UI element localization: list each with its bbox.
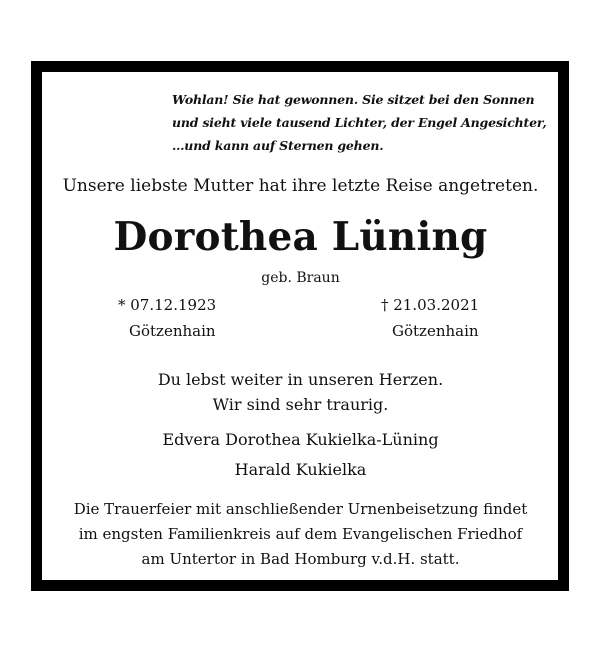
funeral-notice-line-2: im engsten Familienkreis auf dem Evangelischen Friedhof	[78, 525, 523, 543]
birth-name: geb. Braun	[261, 270, 340, 286]
funeral-notice-line-1: Die Trauerfeier mit anschließender Urnenbeisetzung findet	[73, 500, 528, 518]
mourner-1: Edvera Dorothea Kukielka-Lüning	[162, 430, 439, 449]
motto-line-1: Du lebst weiter in unseren Herzen.	[157, 370, 444, 389]
motto-line-2: Wir sind sehr traurig.	[212, 395, 389, 414]
poem-line-3: …und kann auf Sternen gehen.	[172, 138, 384, 153]
funeral-notice-line-3: am Untertor in Bad Homburg v.d.H. statt.	[141, 550, 460, 568]
death-place: Götzenhain	[392, 322, 479, 340]
deceased-name: Dorothea Lüning	[113, 214, 488, 260]
intro-text: Unsere liebste Mutter hat ihre letzte Reise angetreten.	[62, 176, 539, 196]
mourner-2: Harald Kukielka	[234, 460, 367, 479]
poem-line-1: Wohlan! Sie hat gewonnen. Sie sitzet bei den Sonnen	[172, 92, 535, 107]
birth-place: Götzenhain	[129, 322, 216, 340]
death-date: † 21.03.2021	[381, 296, 480, 314]
birth-date: * 07.12.1923	[118, 296, 217, 314]
poem-line-2: und sieht viele tausend Lichter, der Engel Angesichter,	[172, 115, 547, 130]
